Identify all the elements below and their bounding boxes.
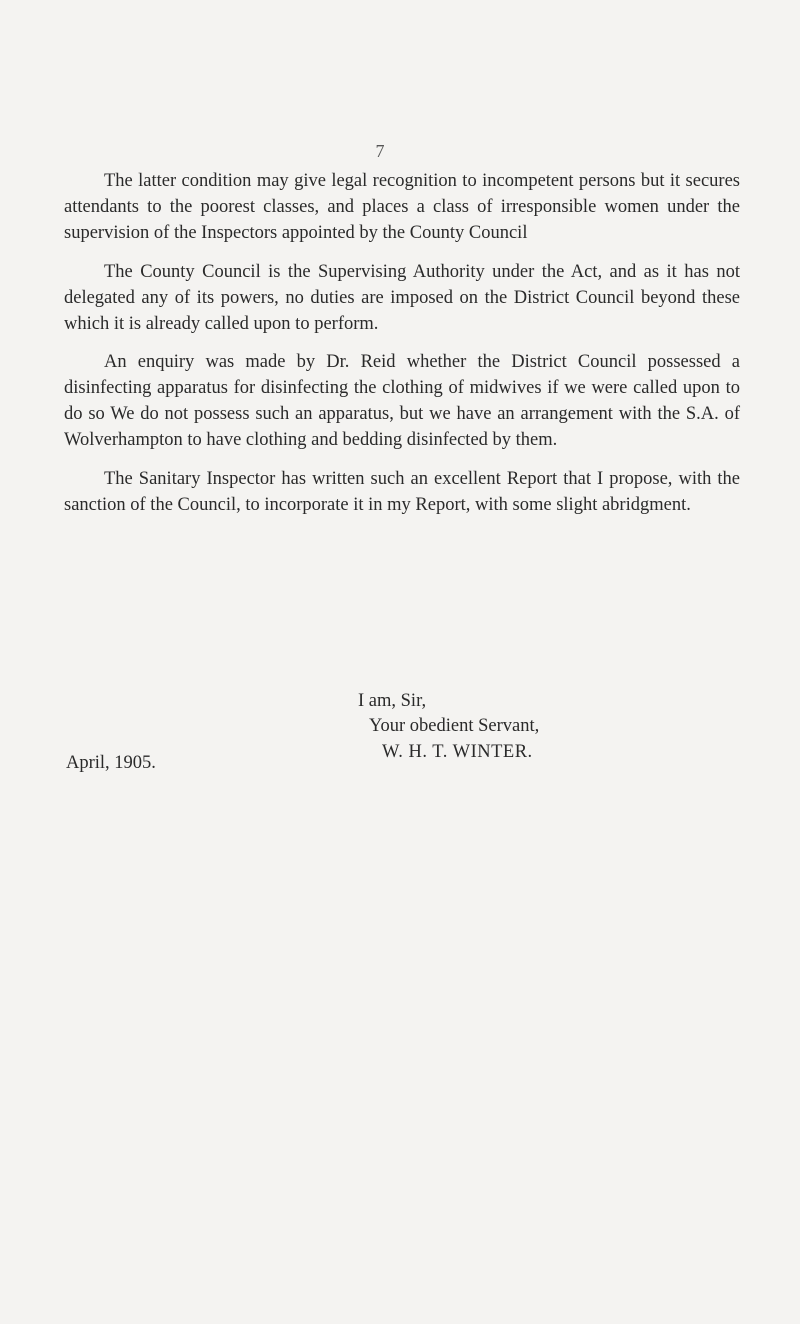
- paragraph-sanitary-inspector: The Sanitary Inspector has written such an excellent Report that I propose, with the sanction of the Council, to incorporate it in my Report, with some slight abridgment.: [64, 468, 740, 515]
- paragraph-county-council: The County Council is the Supervising Authority under the Act, and as it has not delegated any of its powers, no duties are imposed on the District Council beyond these which it is already called upon to perform.: [64, 261, 740, 334]
- letter-body: [64, 168, 740, 530]
- closing-salutation: I am, Sir,: [358, 691, 427, 711]
- page-number: 7: [375, 141, 385, 161]
- letter-date: April, 1905.: [66, 753, 156, 773]
- closing-valediction: Your obedient Servant,: [369, 716, 540, 736]
- signature-name: W. H. T. WINTER.: [382, 742, 533, 762]
- paragraph-enquiry-disinfecting: An enquiry was made by Dr. Reid whether the District Council possessed a disinfecting apparatus for disinfecting the clothing of midwives if we were called upon to do so We do not possess such an apparatus, but we have an arrangement with the S.A. of Wolverhampton to have clothing and bedding disinfected by them.: [64, 352, 740, 450]
- paragraph-latter-condition: The latter condition may give legal recognition to incompetent persons but it secures attendants to the poorest classes, and places a class of irresponsible women under the supervision of the Inspectors appointed by the County Council: [64, 171, 740, 243]
